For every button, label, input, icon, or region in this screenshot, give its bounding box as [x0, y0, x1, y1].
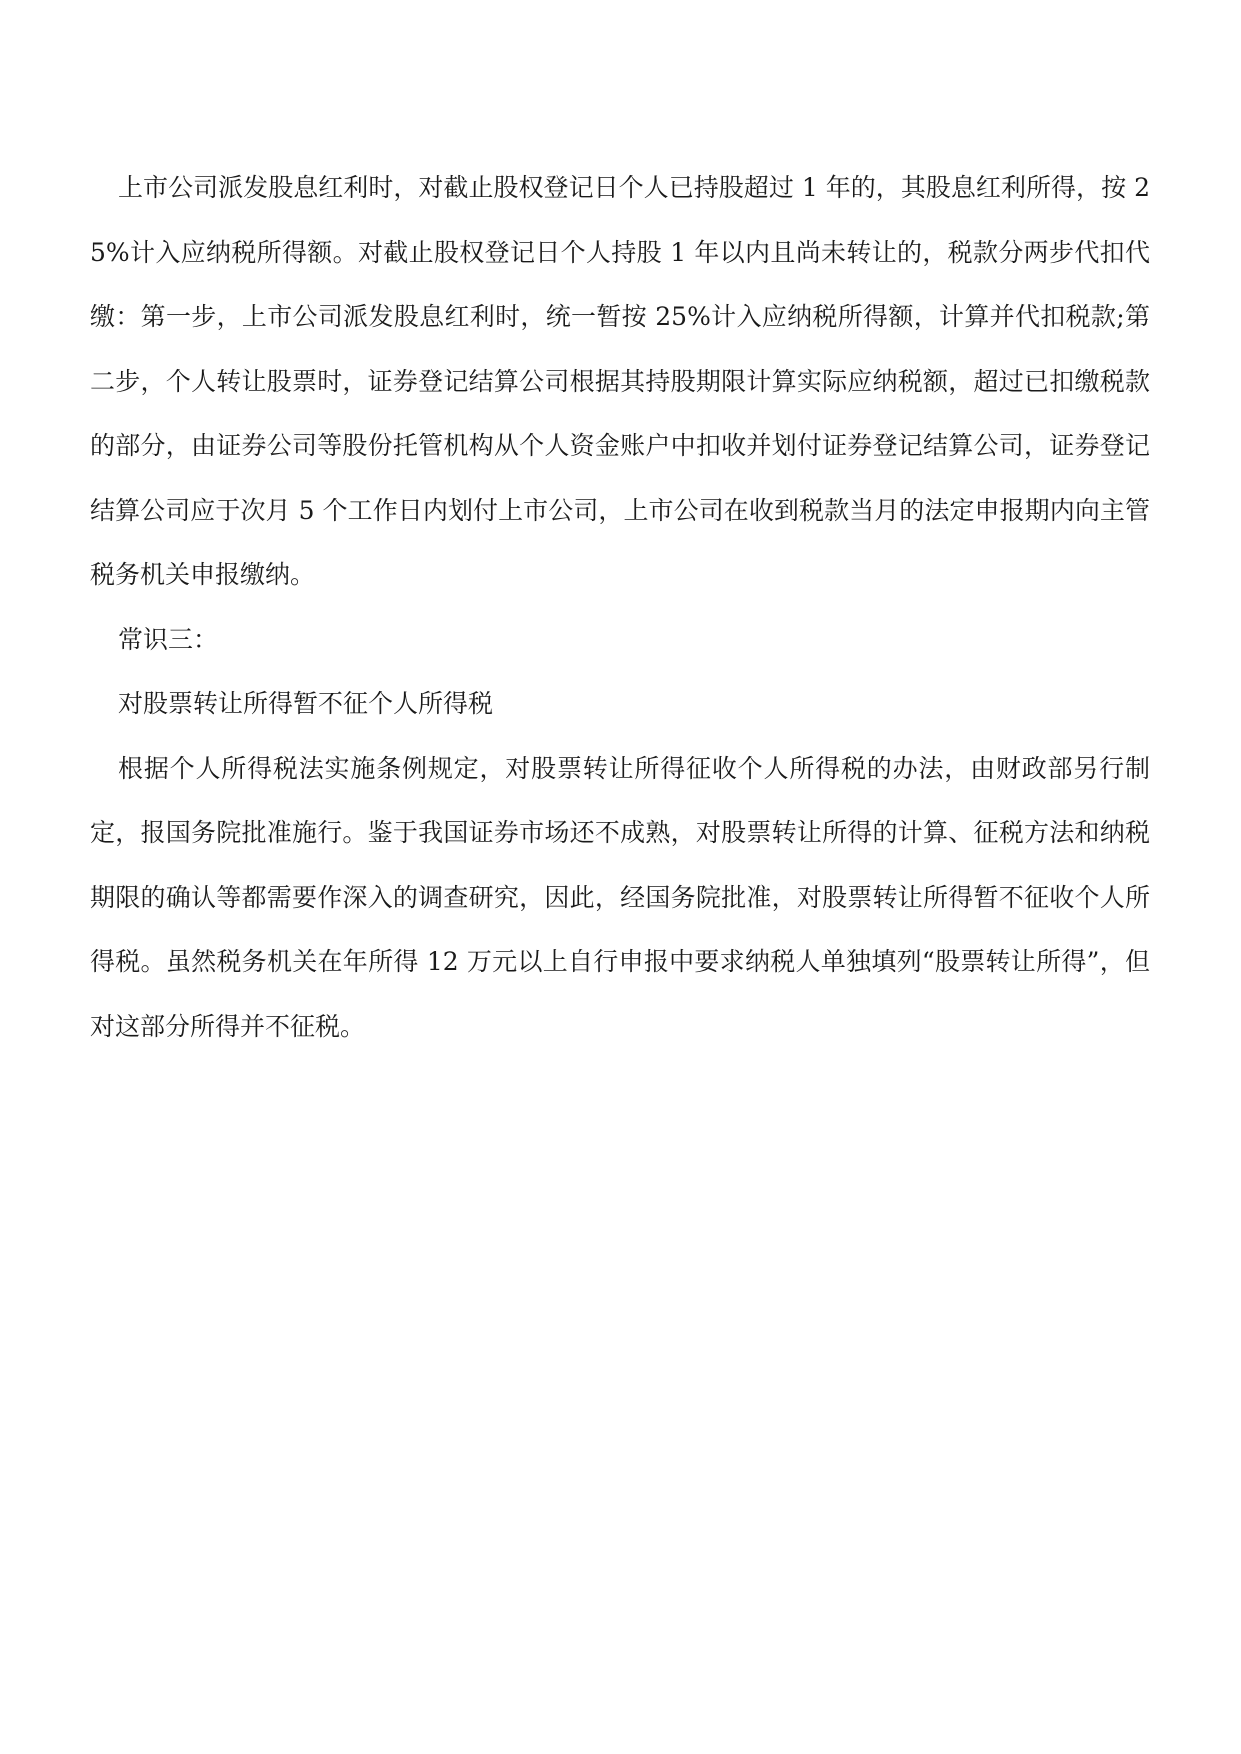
- paragraph-stock-transfer-tax: 根据个人所得税法实施条例规定，对股票转让所得征收个人所得税的办法，由财政部另行制定，报国务院批准施行。鉴于我国证券市场还不成熟，对股票转让所得的计算、征税方法和纳税期限的确认等都需要作深入的调查研究，因此，经国务院批准，对股票转让所得暂不征收个人所得税。虽然税务机关在年所得 12 万元以上自行申报中要求纳税人单独填列“股票转让所得”，但对这部分所得并不征税。: [90, 753, 1150, 1041]
- paragraph-dividend-tax: 上市公司派发股息红利时，对截止股权登记日个人已持股超过 1 年的，其股息红利所得，按 25%计入应纳税所得额。对截止股权登记日个人持股 1 年以内且尚未转让的，税款分两步代扣代缴：第一步，上市公司派发股息红利时，统一暂按 25%计入应纳税所得额，计算并代扣税款;第二步，个人转让股票时，证券登记结算公司根据其持股期限计算实际应纳税额，超过已扣缴税款的部分，由证券公司等股份托管机构从个人资金账户中扣收并划付证券登记结算公司，证券登记结算公司应于次月 5 个工作日内划付上市公司，上市公司在收到税款当月的法定申报期内向主管税务机关申报缴纳。: [90, 173, 1150, 589]
- section-subtitle-stock-transfer: 对股票转让所得暂不征个人所得税: [118, 689, 494, 718]
- document-body: [90, 156, 1150, 1059]
- section-heading-knowledge-three: 常识三：: [118, 624, 219, 654]
